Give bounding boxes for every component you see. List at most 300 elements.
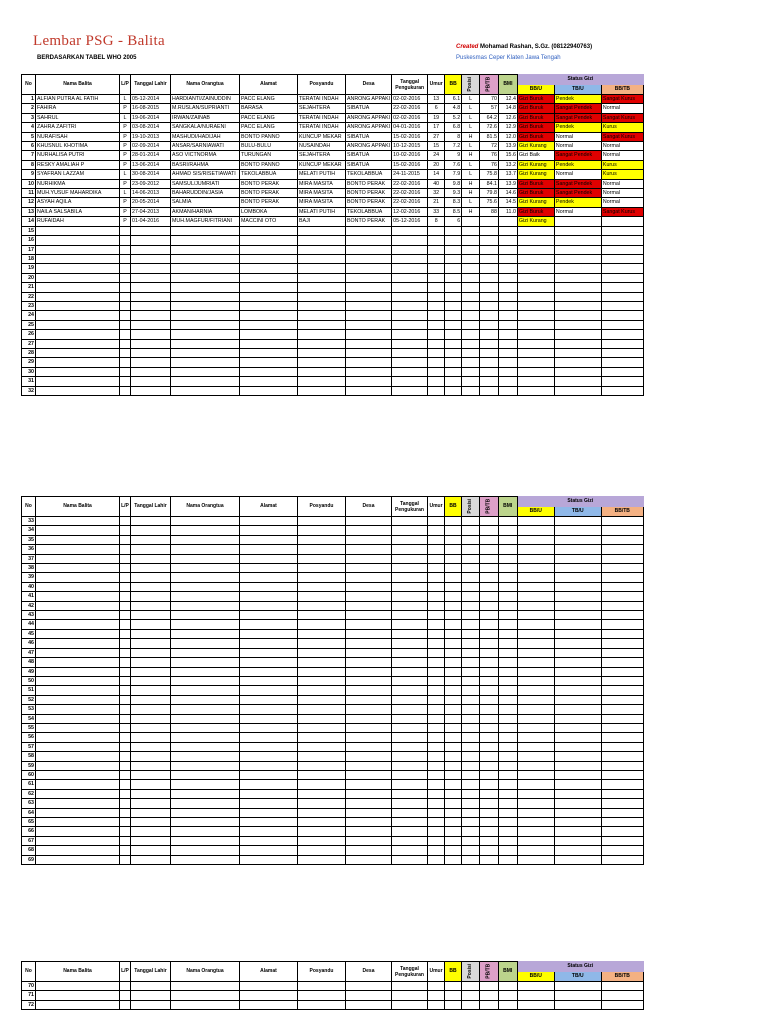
- cell-posyandu: MELATI PUTIH: [298, 170, 346, 179]
- cell-bbtb: [601, 226, 643, 235]
- table-row: [22, 179, 644, 188]
- cell-umur: 19: [428, 113, 445, 122]
- cell-lp: P: [120, 123, 131, 132]
- cell-no: 30: [22, 367, 36, 376]
- cell-bb: 8.5: [445, 207, 462, 216]
- cell-nama: [36, 705, 120, 714]
- cell-umur: [428, 301, 445, 310]
- cell-posisi: [462, 283, 480, 292]
- cell-bbu: [517, 991, 554, 1000]
- cell-lp: [120, 311, 131, 320]
- cell-bbu: [517, 770, 554, 779]
- cell-pbtb: [479, 283, 498, 292]
- cell-alamat: BONTO PANNO: [240, 160, 298, 169]
- cell-bb: [445, 705, 462, 714]
- cell-posyandu: BAJI: [298, 217, 346, 226]
- cell-bbtb: [601, 330, 643, 339]
- cell-posisi: [462, 648, 480, 657]
- cell-bbu: [517, 592, 554, 601]
- cell-tgl-lahir: [131, 667, 171, 676]
- cell-bbtb: Kurus: [601, 170, 643, 179]
- cell-lp: [120, 723, 131, 732]
- cell-tgl-ukur: [392, 770, 428, 779]
- cell-posisi: [462, 629, 480, 638]
- cell-alamat: [240, 592, 298, 601]
- cell-nama: [36, 320, 120, 329]
- cell-pbtb: [479, 245, 498, 254]
- cell-posisi: [462, 789, 480, 798]
- cell-tbu: [554, 808, 601, 817]
- cell-alamat: PACC ELANG: [240, 113, 298, 122]
- credit-line: [456, 44, 592, 50]
- cell-lp: [120, 676, 131, 685]
- cell-alamat: [240, 367, 298, 376]
- cell-bmi: [498, 545, 517, 554]
- cell-pbtb: [479, 620, 498, 629]
- cell-tbu: [554, 526, 601, 535]
- cell-bbu: [517, 648, 554, 657]
- cell-tbu: Normal: [554, 207, 601, 216]
- cell-lp: [120, 301, 131, 310]
- cell-alamat: [240, 526, 298, 535]
- cell-posyandu: [298, 714, 346, 723]
- cell-lp: [120, 320, 131, 329]
- cell-bmi: [498, 358, 517, 367]
- cell-bmi: [498, 330, 517, 339]
- cell-alamat: BONTO PERAK: [240, 179, 298, 188]
- col-header-tanggal-lahir: Tanggal Lahir: [131, 75, 171, 95]
- cell-tbu: [554, 601, 601, 610]
- cell-bbtb: [601, 752, 643, 761]
- col-header-desa: Desa: [346, 497, 392, 517]
- table-row: [22, 752, 644, 761]
- cell-tgl-lahir: [131, 723, 171, 732]
- cell-bbtb: [601, 723, 643, 732]
- col-header-posisi: [462, 75, 480, 95]
- cell-ortu: [171, 991, 240, 1000]
- cell-desa: [346, 648, 392, 657]
- cell-tgl-ukur: [392, 320, 428, 329]
- cell-no: 23: [22, 301, 36, 310]
- cell-bbu: Gizi Baik: [517, 151, 554, 160]
- cell-alamat: [240, 554, 298, 563]
- cell-bmi: [498, 827, 517, 836]
- cell-tbu: [554, 639, 601, 648]
- table-row: [22, 629, 644, 638]
- cell-tgl-ukur: [392, 330, 428, 339]
- cell-tbu: [554, 648, 601, 657]
- cell-no: 66: [22, 827, 36, 836]
- cell-lp: [120, 377, 131, 386]
- cell-nama: [36, 723, 120, 732]
- cell-tgl-ukur: [392, 226, 428, 235]
- credit-label: Created: [456, 44, 479, 50]
- cell-alamat: [240, 620, 298, 629]
- cell-posyandu: [298, 695, 346, 704]
- cell-tgl-ukur: [392, 236, 428, 245]
- cell-alamat: [240, 292, 298, 301]
- cell-tgl-ukur: 15-02-2016: [392, 132, 428, 141]
- cell-bbtb: [601, 658, 643, 667]
- cell-umur: 32: [428, 189, 445, 198]
- cell-ortu: [171, 554, 240, 563]
- cell-bbu: Gizi Buruk: [517, 207, 554, 216]
- cell-umur: [428, 799, 445, 808]
- cell-bb: [445, 620, 462, 629]
- cell-bbu: [517, 705, 554, 714]
- cell-no: 20: [22, 273, 36, 282]
- cell-nama: NURAFISAH: [36, 132, 120, 141]
- cell-tgl-lahir: [131, 526, 171, 535]
- cell-pbtb: [479, 573, 498, 582]
- cell-alamat: [240, 320, 298, 329]
- cell-tgl-ukur: [392, 601, 428, 610]
- cell-posisi: [462, 592, 480, 601]
- cell-nama: [36, 648, 120, 657]
- cell-nama: [36, 367, 120, 376]
- col-header-nama-balita: Nama Balita: [36, 75, 120, 95]
- cell-pbtb: [479, 535, 498, 544]
- cell-bb: [445, 377, 462, 386]
- cell-alamat: [240, 236, 298, 245]
- cell-alamat: [240, 311, 298, 320]
- table-row: [22, 132, 644, 141]
- cell-bmi: 11.0: [498, 207, 517, 216]
- cell-bbu: [517, 639, 554, 648]
- cell-tgl-ukur: 24-11-2015: [392, 170, 428, 179]
- cell-bbtb: [601, 991, 643, 1000]
- cell-ortu: ASO VICTNORMA: [171, 151, 240, 160]
- cell-posisi: [462, 377, 480, 386]
- cell-tbu: [554, 554, 601, 563]
- cell-bbtb: [601, 648, 643, 657]
- cell-posisi: [462, 601, 480, 610]
- cell-posisi: [462, 799, 480, 808]
- cell-tgl-lahir: [131, 695, 171, 704]
- cell-tgl-lahir: [131, 330, 171, 339]
- cell-umur: [428, 836, 445, 845]
- cell-nama: [36, 667, 120, 676]
- cell-ortu: [171, 264, 240, 273]
- cell-no: 51: [22, 686, 36, 695]
- cell-tgl-ukur: [392, 517, 428, 526]
- cell-bbu: [517, 367, 554, 376]
- cell-posyandu: [298, 573, 346, 582]
- cell-bbu: [517, 761, 554, 770]
- cell-tbu: [554, 592, 601, 601]
- cell-pbtb: 81.5: [479, 132, 498, 141]
- cell-tgl-lahir: [131, 367, 171, 376]
- cell-bb: [445, 526, 462, 535]
- cell-no: 41: [22, 592, 36, 601]
- cell-pbtb: [479, 780, 498, 789]
- cell-bb: [445, 799, 462, 808]
- cell-desa: TEKOLABBUA: [346, 207, 392, 216]
- cell-posyandu: [298, 245, 346, 254]
- cell-nama: [36, 273, 120, 282]
- cell-posyandu: [298, 855, 346, 864]
- cell-desa: [346, 358, 392, 367]
- cell-tbu: [554, 217, 601, 226]
- cell-no: 21: [22, 283, 36, 292]
- cell-bbu: [517, 339, 554, 348]
- cell-tgl-ukur: [392, 386, 428, 395]
- cell-pbtb: [479, 264, 498, 273]
- cell-tbu: [554, 311, 601, 320]
- cell-nama: [36, 789, 120, 798]
- cell-lp: [120, 714, 131, 723]
- cell-bbtb: [601, 761, 643, 770]
- table-row: [22, 846, 644, 855]
- cell-tbu: [554, 799, 601, 808]
- cell-tgl-ukur: [392, 301, 428, 310]
- cell-tgl-lahir: 05-12-2014: [131, 95, 171, 104]
- cell-bmi: [498, 592, 517, 601]
- cell-alamat: BULU-BULU: [240, 142, 298, 151]
- cell-posisi: [462, 733, 480, 742]
- cell-bbtb: Normal: [601, 179, 643, 188]
- cell-tgl-ukur: 10-02-2016: [392, 151, 428, 160]
- cell-ortu: [171, 236, 240, 245]
- cell-bmi: [498, 761, 517, 770]
- cell-desa: SIBATUA: [346, 132, 392, 141]
- cell-nama: [36, 982, 120, 991]
- cell-desa: [346, 311, 392, 320]
- col-header-bbtb: BB/TB: [601, 507, 643, 517]
- cell-bmi: [498, 639, 517, 648]
- cell-pbtb: [479, 292, 498, 301]
- cell-posyandu: [298, 226, 346, 235]
- cell-posyandu: MIRA MASITA: [298, 189, 346, 198]
- cell-lp: [120, 836, 131, 845]
- cell-ortu: [171, 818, 240, 827]
- cell-desa: BONTO PERAK: [346, 198, 392, 207]
- cell-posyandu: KUNCUP MEKAR: [298, 132, 346, 141]
- cell-posisi: [462, 676, 480, 685]
- cell-tbu: [554, 1000, 601, 1009]
- cell-desa: [346, 846, 392, 855]
- cell-umur: [428, 742, 445, 751]
- cell-tbu: [554, 846, 601, 855]
- cell-alamat: PACC ELANG: [240, 95, 298, 104]
- cell-bb: [445, 564, 462, 573]
- table-row: [22, 236, 644, 245]
- col-header-umur: Umur: [428, 962, 445, 982]
- cell-alamat: [240, 601, 298, 610]
- cell-tgl-ukur: [392, 827, 428, 836]
- cell-nama: SAHRUL: [36, 113, 120, 122]
- cell-ortu: [171, 386, 240, 395]
- cell-tbu: [554, 818, 601, 827]
- cell-tgl-ukur: [392, 564, 428, 573]
- cell-nama: [36, 846, 120, 855]
- col-header-tbu: TB/U: [554, 85, 601, 95]
- col-header-tbu: TB/U: [554, 972, 601, 982]
- cell-bbtb: [601, 667, 643, 676]
- cell-lp: [120, 855, 131, 864]
- cell-bb: [445, 573, 462, 582]
- cell-tgl-ukur: [392, 676, 428, 685]
- cell-tgl-lahir: [131, 582, 171, 591]
- cell-posisi: [462, 545, 480, 554]
- cell-desa: [346, 377, 392, 386]
- cell-posyandu: [298, 982, 346, 991]
- cell-bbtb: [601, 545, 643, 554]
- cell-tgl-ukur: [392, 358, 428, 367]
- cell-tgl-ukur: [392, 648, 428, 657]
- cell-lp: P: [120, 217, 131, 226]
- cell-tbu: Normal: [554, 132, 601, 141]
- col-header-tanggal-pengukuran: Tanggal Pengukuran: [392, 75, 428, 95]
- cell-umur: [428, 648, 445, 657]
- cell-posyandu: [298, 639, 346, 648]
- cell-desa: [346, 320, 392, 329]
- cell-alamat: [240, 564, 298, 573]
- cell-tgl-ukur: [392, 582, 428, 591]
- cell-umur: [428, 686, 445, 695]
- cell-desa: SIBATUA: [346, 160, 392, 169]
- cell-bmi: [498, 658, 517, 667]
- cell-alamat: [240, 799, 298, 808]
- cell-posisi: [462, 582, 480, 591]
- cell-lp: [120, 582, 131, 591]
- cell-desa: [346, 283, 392, 292]
- cell-bmi: [498, 789, 517, 798]
- cell-posisi: [462, 658, 480, 667]
- cell-tgl-lahir: [131, 676, 171, 685]
- cell-bbu: [517, 236, 554, 245]
- cell-ortu: AKMAN/HARNIA: [171, 207, 240, 216]
- cell-umur: 33: [428, 207, 445, 216]
- cell-umur: [428, 320, 445, 329]
- cell-bbu: [517, 799, 554, 808]
- cell-posisi: [462, 761, 480, 770]
- cell-lp: [120, 648, 131, 657]
- cell-posyandu: MIRA MASITA: [298, 198, 346, 207]
- table-row: [22, 377, 644, 386]
- cell-bbu: [517, 1000, 554, 1009]
- cell-bb: [445, 582, 462, 591]
- cell-umur: [428, 236, 445, 245]
- col-header-umur: Umur: [428, 497, 445, 517]
- cell-umur: [428, 554, 445, 563]
- cell-posyandu: [298, 601, 346, 610]
- cell-bmi: 12.9: [498, 123, 517, 132]
- cell-umur: 15: [428, 142, 445, 151]
- cell-alamat: BONTO PERAK: [240, 189, 298, 198]
- cell-pbtb: [479, 991, 498, 1000]
- cell-nama: [36, 573, 120, 582]
- cell-nama: ZAHRA ZAFITRI: [36, 123, 120, 132]
- cell-bbtb: [601, 620, 643, 629]
- cell-tgl-lahir: 01-04-2016: [131, 217, 171, 226]
- credit-name: Mohamad Rashan, S.Gz. (08122940763): [480, 44, 593, 50]
- cell-bmi: [498, 311, 517, 320]
- cell-pbtb: [479, 658, 498, 667]
- cell-no: 71: [22, 991, 36, 1000]
- cell-alamat: LOMBOKA: [240, 207, 298, 216]
- cell-ortu: [171, 982, 240, 991]
- cell-tgl-ukur: [392, 742, 428, 751]
- cell-bmi: [498, 377, 517, 386]
- cell-bmi: [498, 991, 517, 1000]
- cell-ortu: [171, 676, 240, 685]
- cell-bbtb: [601, 855, 643, 864]
- cell-tbu: [554, 545, 601, 554]
- cell-pbtb: [479, 330, 498, 339]
- col-header-nama-balita: Nama Balita: [36, 962, 120, 982]
- cell-lp: [120, 1000, 131, 1009]
- cell-bbtb: [601, 789, 643, 798]
- cell-umur: [428, 714, 445, 723]
- cell-pbtb: [479, 742, 498, 751]
- cell-ortu: [171, 301, 240, 310]
- cell-no: 1: [22, 95, 36, 104]
- cell-bb: 7.2: [445, 142, 462, 151]
- table-row: [22, 283, 644, 292]
- cell-no: 27: [22, 339, 36, 348]
- cell-posyandu: [298, 733, 346, 742]
- cell-posyandu: [298, 780, 346, 789]
- cell-bb: [445, 991, 462, 1000]
- table-row: [22, 592, 644, 601]
- table-row: [22, 160, 644, 169]
- cell-posyandu: MELATI PUTIH: [298, 207, 346, 216]
- cell-posyandu: [298, 676, 346, 685]
- cell-tgl-ukur: [392, 658, 428, 667]
- cell-bb: 8.3: [445, 198, 462, 207]
- cell-nama: [36, 301, 120, 310]
- cell-tbu: [554, 780, 601, 789]
- cell-desa: [346, 705, 392, 714]
- cell-pbtb: [479, 639, 498, 648]
- cell-tgl-lahir: 14-06-2013: [131, 189, 171, 198]
- cell-lp: [120, 611, 131, 620]
- cell-tgl-lahir: [131, 386, 171, 395]
- cell-tgl-ukur: [392, 554, 428, 563]
- cell-desa: [346, 526, 392, 535]
- cell-bb: 6.1: [445, 95, 462, 104]
- cell-umur: [428, 770, 445, 779]
- cell-no: 26: [22, 330, 36, 339]
- cell-bbu: [517, 582, 554, 591]
- cell-bbu: [517, 658, 554, 667]
- cell-bbtb: Sangat Kurus: [601, 132, 643, 141]
- cell-bbtb: [601, 320, 643, 329]
- cell-bmi: 14.6: [498, 189, 517, 198]
- cell-posisi: [462, 742, 480, 751]
- cell-tgl-lahir: [131, 273, 171, 282]
- cell-tgl-lahir: [131, 639, 171, 648]
- table-row: [22, 217, 644, 226]
- cell-bb: [445, 1000, 462, 1009]
- cell-posisi: [462, 301, 480, 310]
- col-header-posyandu: Posyandu: [298, 497, 346, 517]
- cell-bbu: Gizi Kurang: [517, 142, 554, 151]
- cell-alamat: [240, 827, 298, 836]
- cell-tbu: [554, 517, 601, 526]
- cell-posisi: [462, 236, 480, 245]
- cell-posisi: [462, 714, 480, 723]
- cell-umur: [428, 846, 445, 855]
- cell-bb: [445, 226, 462, 235]
- cell-nama: [36, 564, 120, 573]
- cell-tgl-ukur: [392, 611, 428, 620]
- cell-bbtb: [601, 742, 643, 751]
- cell-pbtb: [479, 761, 498, 770]
- cell-posisi: [462, 320, 480, 329]
- cell-bbtb: [601, 517, 643, 526]
